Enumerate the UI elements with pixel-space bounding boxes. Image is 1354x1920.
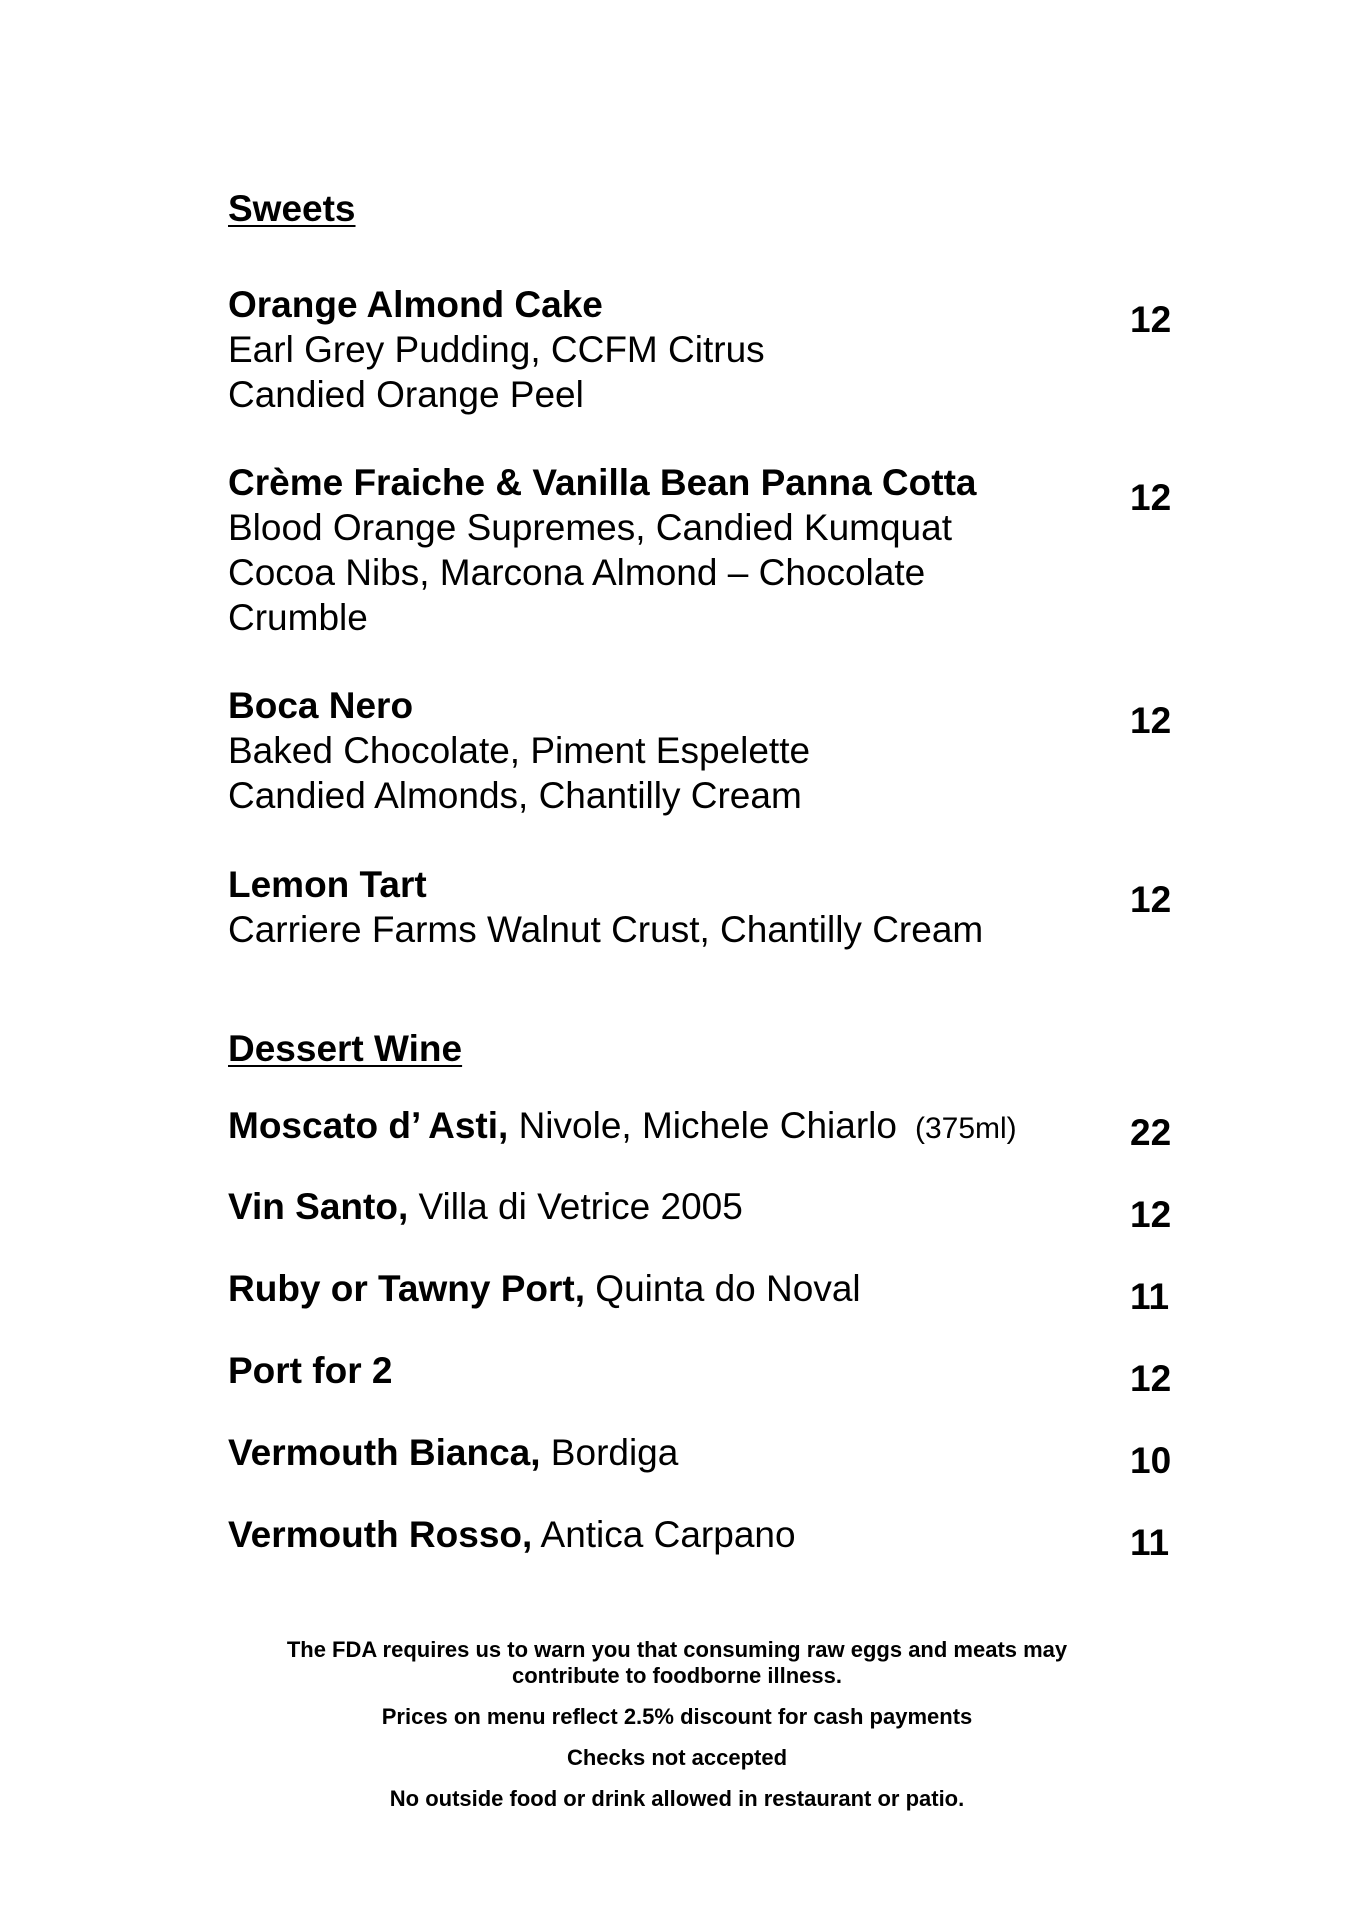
wine-name: Port for 2 bbox=[228, 1350, 393, 1391]
wine-price: 12 bbox=[1130, 1358, 1172, 1399]
wine-price: 22 bbox=[1130, 1112, 1172, 1153]
wine-name: Vermouth Rosso, bbox=[228, 1514, 533, 1555]
item-price: 12 bbox=[1130, 879, 1172, 920]
item-desc: Candied Almonds, Chantilly Cream bbox=[228, 775, 802, 816]
item-desc: Baked Chocolate, Piment Espelette bbox=[228, 730, 811, 771]
item-desc: Candied Orange Peel bbox=[228, 374, 584, 415]
item-price: 12 bbox=[1130, 299, 1172, 340]
wine-detail: Villa di Vetrice 2005 bbox=[408, 1186, 743, 1227]
cash-discount-note: Prices on menu reflect 2.5% discount for cash payments bbox=[381, 1704, 973, 1729]
wine-price: 11 bbox=[1130, 1276, 1170, 1317]
item-desc: Cocoa Nibs, Marcona Almond – Chocolate bbox=[228, 552, 926, 593]
item-name: Orange Almond Cake bbox=[228, 284, 603, 325]
fda-warning-line1: The FDA requires us to warn you that consuming raw eggs and meats may bbox=[286, 1637, 1068, 1662]
fda-warning-line2: contribute to foodborne illness. bbox=[512, 1663, 842, 1688]
item-price: 12 bbox=[1130, 477, 1172, 518]
wine-name: Moscato d’ Asti, bbox=[228, 1105, 509, 1146]
wine-name: Ruby or Tawny Port, bbox=[228, 1268, 586, 1309]
wine-item-port-for-2 bbox=[228, 1348, 1128, 1393]
wine-detail: Bordiga bbox=[540, 1432, 679, 1473]
wine-detail: Antica Carpano bbox=[532, 1514, 796, 1555]
wine-item-moscato bbox=[228, 1103, 1128, 1151]
sweets-heading: Sweets bbox=[228, 188, 356, 229]
item-name: Boca Nero bbox=[228, 685, 414, 726]
wine-item-vin-santo bbox=[228, 1184, 1128, 1229]
wine-name: Vin Santo, bbox=[228, 1186, 409, 1227]
wine-item-vermouth-rosso bbox=[228, 1512, 1128, 1557]
wine-name: Vermouth Bianca, bbox=[228, 1432, 541, 1473]
menu-item-boca-nero bbox=[228, 683, 1228, 818]
wine-price: 11 bbox=[1130, 1522, 1170, 1563]
wine-price: 10 bbox=[1130, 1440, 1172, 1481]
item-name: Lemon Tart bbox=[228, 864, 427, 905]
wine-detail: Quinta do Noval bbox=[585, 1268, 861, 1309]
wine-price: 12 bbox=[1130, 1194, 1172, 1235]
wine-item-port bbox=[228, 1266, 1128, 1311]
item-name: Crème Fraiche & Vanilla Bean Panna Cotta bbox=[228, 462, 977, 503]
menu-item-orange-almond-cake bbox=[228, 282, 1228, 417]
item-desc: Carriere Farms Walnut Crust, Chantilly Cream bbox=[228, 909, 984, 950]
item-desc: Earl Grey Pudding, CCFM Citrus bbox=[228, 329, 765, 370]
wine-size: (375ml) bbox=[914, 1112, 1017, 1145]
outside-food-note: No outside food or drink allowed in restaurant or patio. bbox=[389, 1786, 965, 1811]
wine-detail: Nivole, Michele Chiarlo bbox=[508, 1105, 897, 1146]
item-desc: Crumble bbox=[228, 597, 368, 638]
item-price: 12 bbox=[1130, 700, 1172, 741]
menu-item-lemon-tart bbox=[228, 862, 1228, 952]
item-desc: Blood Orange Supremes, Candied Kumquat bbox=[228, 507, 952, 548]
menu-item-panna-cotta bbox=[228, 460, 1228, 640]
dessert-wine-heading: Dessert Wine bbox=[228, 1028, 463, 1069]
checks-note: Checks not accepted bbox=[566, 1745, 788, 1770]
wine-item-vermouth-bianca bbox=[228, 1430, 1128, 1475]
